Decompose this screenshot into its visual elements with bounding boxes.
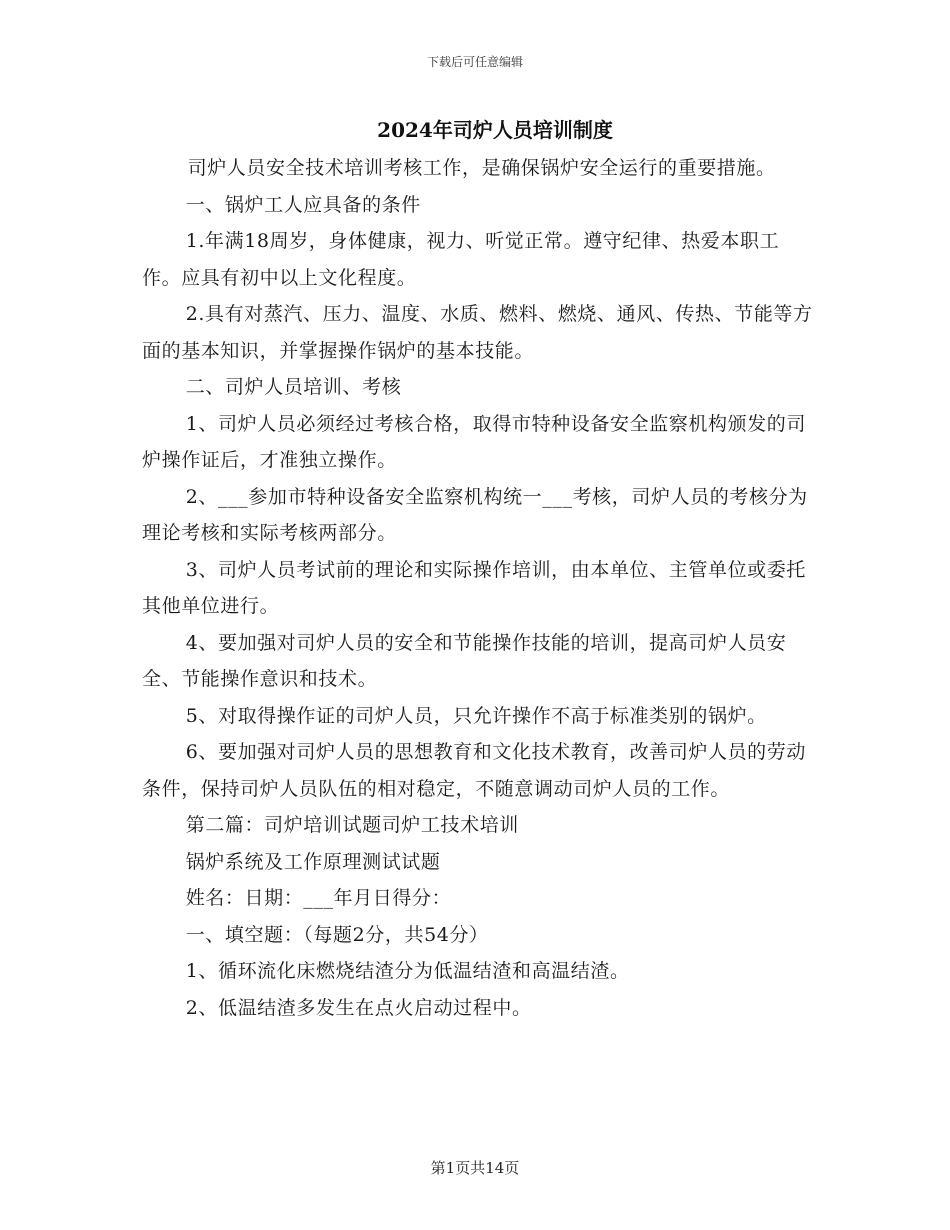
- document-body: [142, 150, 814, 1026]
- fill-blank-heading: 一、填空题：（每题2分，共54分）: [185, 923, 489, 946]
- part-two-heading: 第二篇：司炉培训试题司炉工技术培训: [185, 814, 519, 836]
- question-2: 2、低温结渣多发生在点火启动过程中。: [185, 996, 532, 1019]
- section-heading-training: 二、司炉人员培训、考核: [185, 376, 402, 398]
- section-heading-conditions: 一、锅炉工人应具备的条件: [185, 193, 421, 216]
- test-title: 锅炉系统及工作原理测试试题: [185, 850, 441, 873]
- test-info-line: 姓名：日期：___年月日得分：: [185, 887, 452, 909]
- question-1: 1、循环流化床燃烧结渣分为低温结渣和高温结渣。: [185, 960, 630, 982]
- document-title: 2024年司炉人员培训制度: [377, 118, 613, 142]
- page-number: 第1页共14页: [430, 1159, 520, 1177]
- paragraph-training-3: 3、司炉人员考试前的理论和实际操作培训，由本单位、主管单位或委托其他单位进行。: [142, 558, 806, 617]
- header-note: 下载后可任意编辑: [426, 55, 523, 69]
- paragraph-training-4: 4、要加强对司炉人员的安全和节能操作技能的培训，提高司炉人员安全、节能操作意识和技术。: [142, 631, 787, 690]
- paragraph-training-1: 1、司炉人员必须经过考核合格，取得市特种设备安全监察机构颁发的司炉操作证后，才准独立操作。: [142, 412, 806, 471]
- paragraph-training-5: 5、对取得操作证的司炉人员，只允许操作不高于标准类别的锅炉。: [185, 704, 767, 727]
- paragraph-condition-2: 2.具有对蒸汽、压力、温度、水质、燃料、燃烧、通风、传热、节能等方面的基本知识，并掌握操作锅炉的基本技能。: [142, 303, 813, 362]
- paragraph-condition-1: 1.年满18周岁，身体健康，视力、听觉正常。遵守纪律、热爱本职工作。应具有初中以上文化程度。: [142, 230, 780, 289]
- paragraph-training-2: 2、___参加市特种设备安全监察机构统一___考核，司炉人员的考核分为理论考核和实际考核两部分。: [142, 485, 808, 544]
- paragraph-intro: 司炉人员安全技术培训考核工作，是确保锅炉安全运行的重要措施。: [187, 157, 776, 179]
- paragraph-training-6: 6、要加强对司炉人员的思想教育和文化技术教育，改善司炉人员的劳动条件，保持司炉人员队伍的相对稳定，不随意调动司炉人员的工作。: [142, 741, 806, 800]
